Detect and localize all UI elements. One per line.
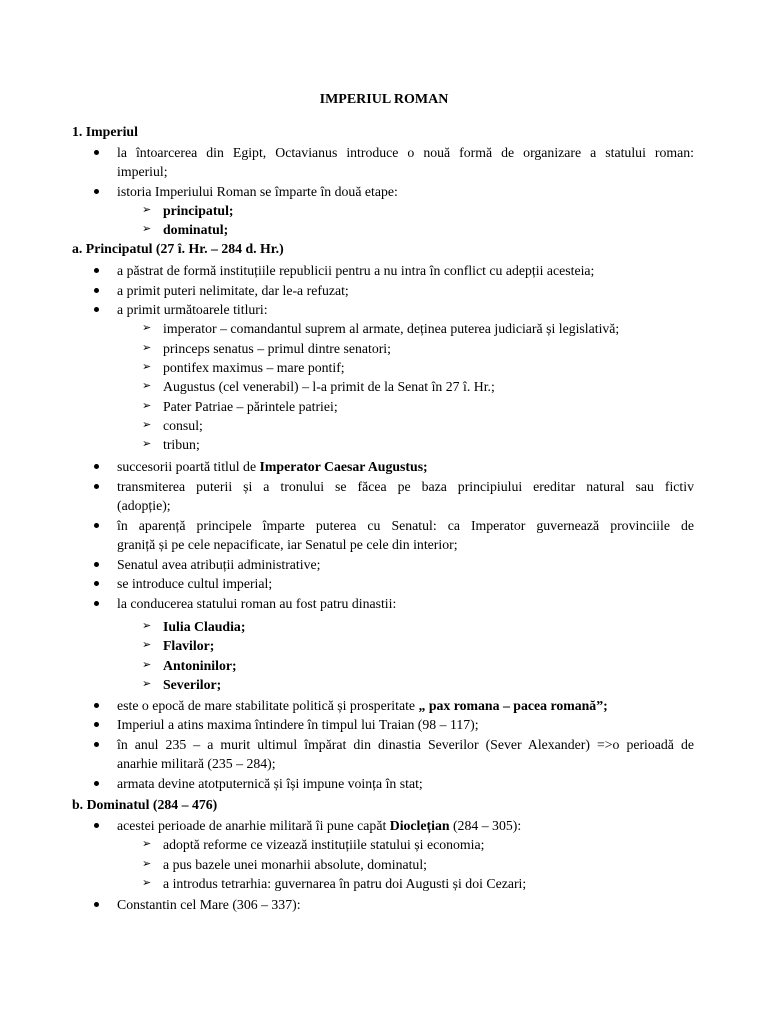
text-line: principatul; bbox=[163, 203, 234, 218]
arrow-bullet-icon: ➢ bbox=[142, 438, 152, 450]
bullet-dot bbox=[94, 288, 99, 293]
text-run: succesorii poartă titlul de bbox=[117, 459, 260, 474]
bold-text: Dioclețian bbox=[389, 818, 450, 833]
bullet-dot bbox=[94, 823, 99, 828]
text-line: pontifex maximus – mare pontif; bbox=[163, 360, 345, 375]
text-line: princeps senatus – primul dintre senatori; bbox=[163, 341, 391, 356]
arrow-bullet-icon: ➢ bbox=[142, 858, 152, 870]
text-line: imperator – comandantul suprem al armate, deținea puterea judiciară și legislativă; bbox=[163, 321, 620, 336]
text-line: Antoninilor; bbox=[163, 658, 237, 673]
text-line: la conducerea statului roman au fost patru dinastii: bbox=[117, 596, 397, 611]
bullet-dot bbox=[94, 307, 99, 312]
section-heading-imperiul: 1. Imperiul bbox=[72, 124, 138, 139]
text-line: Imperiul a atins maxima întindere în timpul lui Traian (98 – 117); bbox=[117, 717, 479, 732]
text-line: a introdus tetrarhia: guvernarea în patru doi Augusti și doi Cezari; bbox=[163, 876, 527, 891]
bullet-dot bbox=[94, 722, 99, 727]
text-line: Pater Patriae – părintele patriei; bbox=[163, 399, 338, 414]
bullet-dot bbox=[94, 464, 99, 469]
text-line bbox=[117, 816, 521, 835]
text-line bbox=[117, 457, 428, 476]
text-line: la întoarcerea din Egipt, Octavianus introduce o nouă formă de organizare a statului roman: bbox=[117, 145, 694, 160]
bullet-dot bbox=[94, 902, 99, 907]
bullet-dot bbox=[94, 581, 99, 586]
arrow-bullet-icon: ➢ bbox=[142, 204, 152, 216]
text-line: Senatul avea atribuții administrative; bbox=[117, 557, 321, 572]
arrow-bullet-icon: ➢ bbox=[142, 620, 152, 632]
text-line: Constantin cel Mare (306 – 337): bbox=[117, 897, 301, 912]
arrow-bullet-icon: ➢ bbox=[142, 223, 152, 235]
text-line: anarhie militară (235 – 284); bbox=[117, 756, 276, 771]
bullet-dot bbox=[94, 742, 99, 747]
text-line: dominatul; bbox=[163, 222, 229, 237]
text-line: a pus bazele unei monarhii absolute, dominatul; bbox=[163, 857, 427, 872]
text-line: a primit următoarele titluri: bbox=[117, 302, 268, 317]
arrow-bullet-icon: ➢ bbox=[142, 877, 152, 889]
arrow-bullet-icon: ➢ bbox=[142, 838, 152, 850]
arrow-bullet-icon: ➢ bbox=[142, 342, 152, 354]
arrow-bullet-icon: ➢ bbox=[142, 380, 152, 392]
arrow-bullet-icon: ➢ bbox=[142, 361, 152, 373]
bold-text: „ pax romana – pacea romană”; bbox=[418, 698, 608, 713]
section-heading-principatul: a. Principatul (27 î. Hr. – 284 d. Hr.) bbox=[72, 241, 284, 256]
bullet-dot bbox=[94, 601, 99, 606]
arrow-bullet-icon: ➢ bbox=[142, 322, 152, 334]
bullet-dot bbox=[94, 562, 99, 567]
text-run: este o epocă de mare stabilitate politică și prosperitate bbox=[117, 698, 419, 713]
text-line: graniță și pe cele nepacificate, iar Senatul pe cele din interior; bbox=[117, 537, 458, 552]
text-line: a păstrat de formă instituțiile republicii pentru a nu intra în conflict cu adepții acesteia; bbox=[117, 263, 595, 278]
text-line: armata devine atotputernică și își impune voința în stat; bbox=[117, 776, 423, 791]
text-line: (adopție); bbox=[117, 498, 171, 513]
text-line: transmiterea puterii și a tronului se făcea pe baza principiului ereditar natural sau fictiv bbox=[117, 479, 694, 494]
text-line: în anul 235 – a murit ultimul împărat din dinastia Severilor (Sever Alexander) =>o perioadă de bbox=[117, 737, 694, 752]
text-line: a primit puteri nelimitate, dar le-a refuzat; bbox=[117, 283, 349, 298]
bullet-dot bbox=[94, 703, 99, 708]
bullet-dot bbox=[94, 150, 99, 155]
bullet-dot bbox=[94, 523, 99, 528]
bullet-dot bbox=[94, 484, 99, 489]
page-title: IMPERIUL ROMAN bbox=[319, 92, 449, 107]
text-line bbox=[117, 696, 608, 715]
text-line: istoria Imperiului Roman se împarte în două etape: bbox=[117, 184, 398, 199]
text-run: (284 – 305): bbox=[449, 818, 522, 833]
arrow-bullet-icon: ➢ bbox=[142, 419, 152, 431]
text-line: Severilor; bbox=[163, 677, 222, 692]
text-line: în aparență principele împarte puterea cu Senatul: ca Imperator guvernează provinciile de bbox=[117, 518, 694, 533]
bullet-dot bbox=[94, 189, 99, 194]
bullet-dot bbox=[94, 781, 99, 786]
section-heading-dominatul: b. Dominatul (284 – 476) bbox=[72, 797, 218, 812]
bold-text: Imperator Caesar Augustus; bbox=[259, 459, 428, 474]
arrow-bullet-icon: ➢ bbox=[142, 639, 152, 651]
text-line: tribun; bbox=[163, 437, 200, 452]
arrow-bullet-icon: ➢ bbox=[142, 678, 152, 690]
text-run: acestei perioade de anarhie militară îi pune capăt bbox=[117, 818, 390, 833]
arrow-bullet-icon: ➢ bbox=[142, 659, 152, 671]
text-line: Augustus (cel venerabil) – l-a primit de la Senat în 27 î. Hr.; bbox=[163, 379, 495, 394]
text-line: imperiul; bbox=[117, 164, 168, 179]
arrow-bullet-icon: ➢ bbox=[142, 400, 152, 412]
bullet-dot bbox=[94, 268, 99, 273]
text-line: consul; bbox=[163, 418, 203, 433]
text-line: Flavilor; bbox=[163, 638, 215, 653]
text-line: Iulia Claudia; bbox=[163, 619, 246, 634]
text-line: adoptă reforme ce vizează instituțiile statului și economia; bbox=[163, 837, 485, 852]
text-line: se introduce cultul imperial; bbox=[117, 576, 273, 591]
